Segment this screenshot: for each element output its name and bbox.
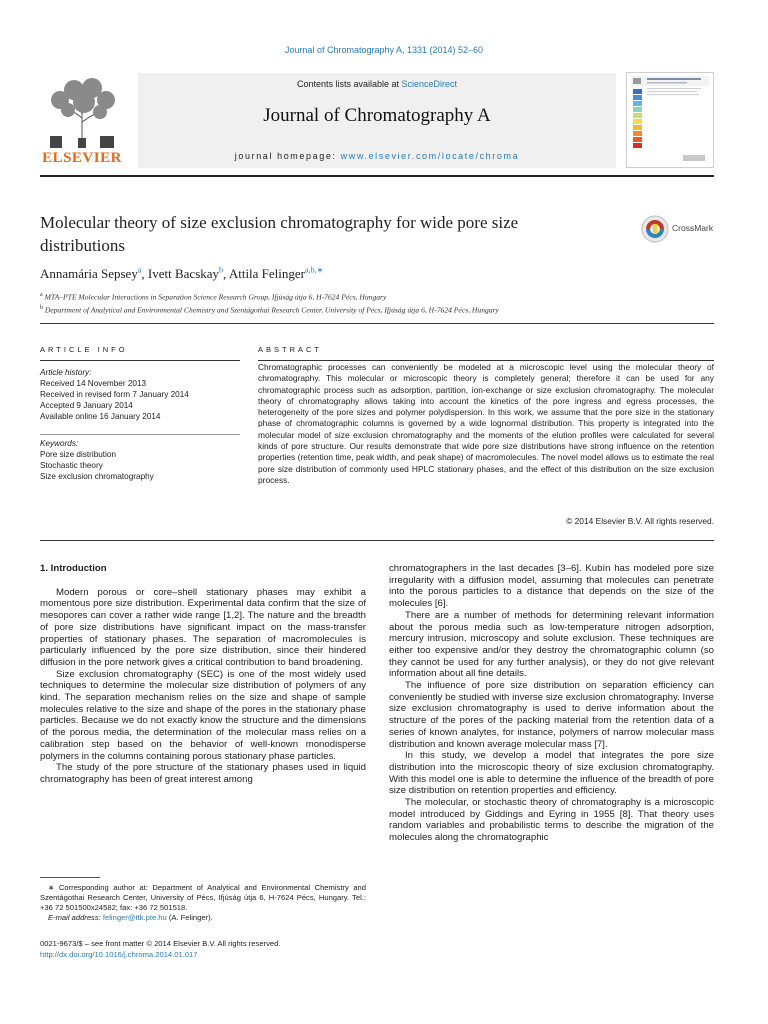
abstract-copyright: © 2014 Elsevier B.V. All rights reserved. — [566, 516, 714, 526]
paragraph: The influence of pore size distribution on separation efficiency can conveniently be studied with inverse size exclusion chromatography. Inverse size exclusion chromatography is used to derive information about the structure of the pores of the packing material from the retention data of a series of known analytes, for instance, polymers of narrow molecular mass distribution and known average molecular mass [7]. — [389, 680, 714, 750]
email-line — [40, 913, 366, 923]
abstract-bottom-rule — [40, 540, 714, 541]
author[interactable]: Attila Felinger$^{a,b,∗}$ — [228, 266, 324, 282]
history-revised: Received in revised form 7 January 2014 — [40, 390, 189, 399]
affiliations — [40, 290, 720, 315]
article-history — [40, 367, 240, 422]
paragraph: There are a number of methods for determining relevant information about the porous media such as low-temperature nitrogen adsorption, mercury intrusion, microscopy and solute exclusion. These techniques are either too expensive and/or they destroy the chromatographic column (so they cannot be used for any further analysis), or they do not give relevant information about all fine details. — [389, 609, 714, 680]
issn-line: 0021-9673/$ – see front matter © 2014 Elsevier B.V. All rights reserved. — [40, 939, 281, 948]
masthead-rule — [40, 175, 714, 177]
contents-line — [138, 79, 616, 89]
keywords-rule — [40, 434, 240, 435]
article-title: Molecular theory of size exclusion chromatography for wide pore size distributions — [40, 213, 519, 255]
sciencedirect-link[interactable]: ScienceDirect — [401, 79, 458, 89]
journal-masthead — [138, 73, 616, 168]
footer-info — [40, 938, 366, 960]
footnote-rule — [40, 877, 100, 878]
paragraph: chromatographers in the last decades [3–6]. Kubín has modeled pore size irregularity with a diffusion model, assuming that molecules can penetrate into the porous particles to a distance that depends on the size of the molecules [6]. — [389, 563, 714, 610]
paragraph: Size exclusion chromatography (SEC) is one of the most widely used techniques to determine the molecular size distribution of polymers of any kind. The separation mechanism relies on the size and shape of sample molecules relative to the size and shape of the pores in the stationary phase particles. Because we do not exactly know the structure and the dimensions of the porous media, the determination of the molecular mass relies on a calibration step based on the behavior of well-known monodisperse polymers in the columns containing porous stationary phase particles. — [40, 668, 366, 762]
doi-link[interactable]: http://dx.doi.org/10.1016/j.chroma.2014.01.017 — [40, 950, 198, 959]
email-suffix: (A. Felinger). — [166, 913, 213, 922]
homepage-prefix: journal homepage: — [234, 151, 341, 161]
journal-title: Journal of Chromatography A — [263, 105, 491, 126]
abstract-rule — [258, 360, 714, 361]
homepage-line — [138, 151, 616, 161]
author[interactable]: Ivett Bacskay$^b$ — [147, 266, 224, 282]
journal-citation[interactable]: Journal of Chromatography A, 1331 (2014) 52–60 — [284, 45, 484, 55]
section-heading-introduction: 1. Introduction — [40, 563, 107, 574]
crossmark-badge[interactable] — [640, 214, 720, 244]
keywords-label: Keywords: — [40, 439, 79, 448]
paragraph: Modern porous or core–shell stationary phases may exhibit a momentous pore size distribution. Experimental data confirm that the size of mesopores can cover a rather wide range [1,2]. The nature and the breadth of pore size distributions have significant impact on the mass-transfer properties of stationary phases. The separation of macromolecules is particularly influenced by the pore size distribution, since their hindered diffusion in the pore network gives a critical contribution to band broadening. — [40, 586, 366, 668]
keyword: Pore size distribution — [40, 450, 116, 459]
paragraph: In this study, we develop a model that integrates the pore size distribution into the microscopic theory of size exclusion chromatography. With this model one is able to determine the influence of the breadth of pore size distribution on retention properties and efficiency. — [389, 750, 714, 797]
crossmark-icon — [640, 214, 670, 244]
email-label: E-mail address: — [48, 913, 101, 922]
paragraph: The molecular, or stochastic theory of chromatography is a microscopic model introduced by Giddings and Eyring in 1955 [8]. That theory uses random variables and probabilistic terms to describe the migration of the molecules along the chromatographic — [389, 797, 714, 844]
history-label: Article history: — [40, 368, 92, 377]
homepage-link[interactable]: www.elsevier.com/locate/chroma — [340, 151, 520, 161]
corresponding-author-footnote — [40, 883, 366, 923]
corresponding-author-text: ∗ Corresponding author at: Department of Analytical and Environmental Chemistry and Szentágothai Research Center, University of Pécs, Ifjúság útja 6, H-7624 Pécs, Hungary. Tel.: +36 72 501500x24582; fax: +36 72 501518. — [40, 883, 366, 912]
abstract-heading: ABSTRACT — [258, 345, 323, 354]
affiliation-rule — [40, 323, 714, 324]
affiliation-a: $^a$ MTA–PTE Molecular Interactions in Separation Science Research Group, Ifjúság útja 6, H-7624 Pécs, Hungary — [40, 292, 387, 302]
email-link[interactable]: felinger@ttk.pte.hu — [102, 913, 167, 922]
keyword: Size exclusion chromatography — [40, 472, 154, 481]
contents-prefix: Contents lists available at — [296, 79, 402, 89]
paragraph: The study of the pore structure of the stationary phases used in liquid chromatography has been of great interest among — [40, 762, 366, 785]
affiliation-b: $^b$ Department of Analytical and Environmental Chemistry and Szentágothai Research Center, University of Pécs, Ifjúság útja 6, H-7624 Pécs, Hungary — [40, 304, 499, 315]
keywords-block — [40, 438, 240, 482]
journal-cover-thumbnail[interactable] — [626, 72, 714, 168]
history-accepted: Accepted 9 January 2014 — [40, 401, 133, 410]
author[interactable]: Annamária Sepsey$^a$ — [40, 266, 142, 282]
article-info-heading: ARTICLE INFO — [40, 345, 128, 354]
article-info-rule — [40, 360, 240, 361]
body-left-column — [40, 563, 366, 786]
elsevier-wordmark — [40, 150, 124, 167]
publisher-name: ELSEVIER — [42, 150, 122, 166]
body-right-column — [389, 563, 714, 844]
history-online: Available online 16 January 2014 — [40, 412, 161, 421]
keyword: Stochastic theory — [40, 461, 103, 470]
history-received: Received 14 November 2013 — [40, 379, 147, 388]
abstract-text: Chromatographic processes can conveniently be modeled at a microscopic level using the molecular theory of chromatography. This molecular or microscopic theory is completely general; therefore it can be used for any chromatographic process such as adsorption, partition, ion-exchange or size exclusion chromatography. The molecular theory of chromatography allows taking into account the kinetics of the pore ingress and egress processes, the heterogeneity of the pore sizes and polymer polydispersion. In this work, we assume that the pore size in the stationary phase of chromatographic columns is governed by a wide lognormal distribution. This property is integrated into the molecular model of size exclusion chromatography and the moments of the elution profiles were calculated for several kinds of pore structure. Our results demonstrate that wide pore size distributions have strong influence on the retention properties (retention time, peak width, and peak shape) of macromolecules. The novel model allows us to estimate the real pore size distribution of commonly used HPLC stationary phases, and the effect of this distribution on the size exclusion process. — [258, 362, 714, 485]
crossmark-label: CrossMark — [672, 223, 714, 233]
author-list: Annamária Sepsey$^a$, Ivett Bacskay$^b$, Attila Felinger$^{a,b,∗}$ — [40, 266, 324, 282]
